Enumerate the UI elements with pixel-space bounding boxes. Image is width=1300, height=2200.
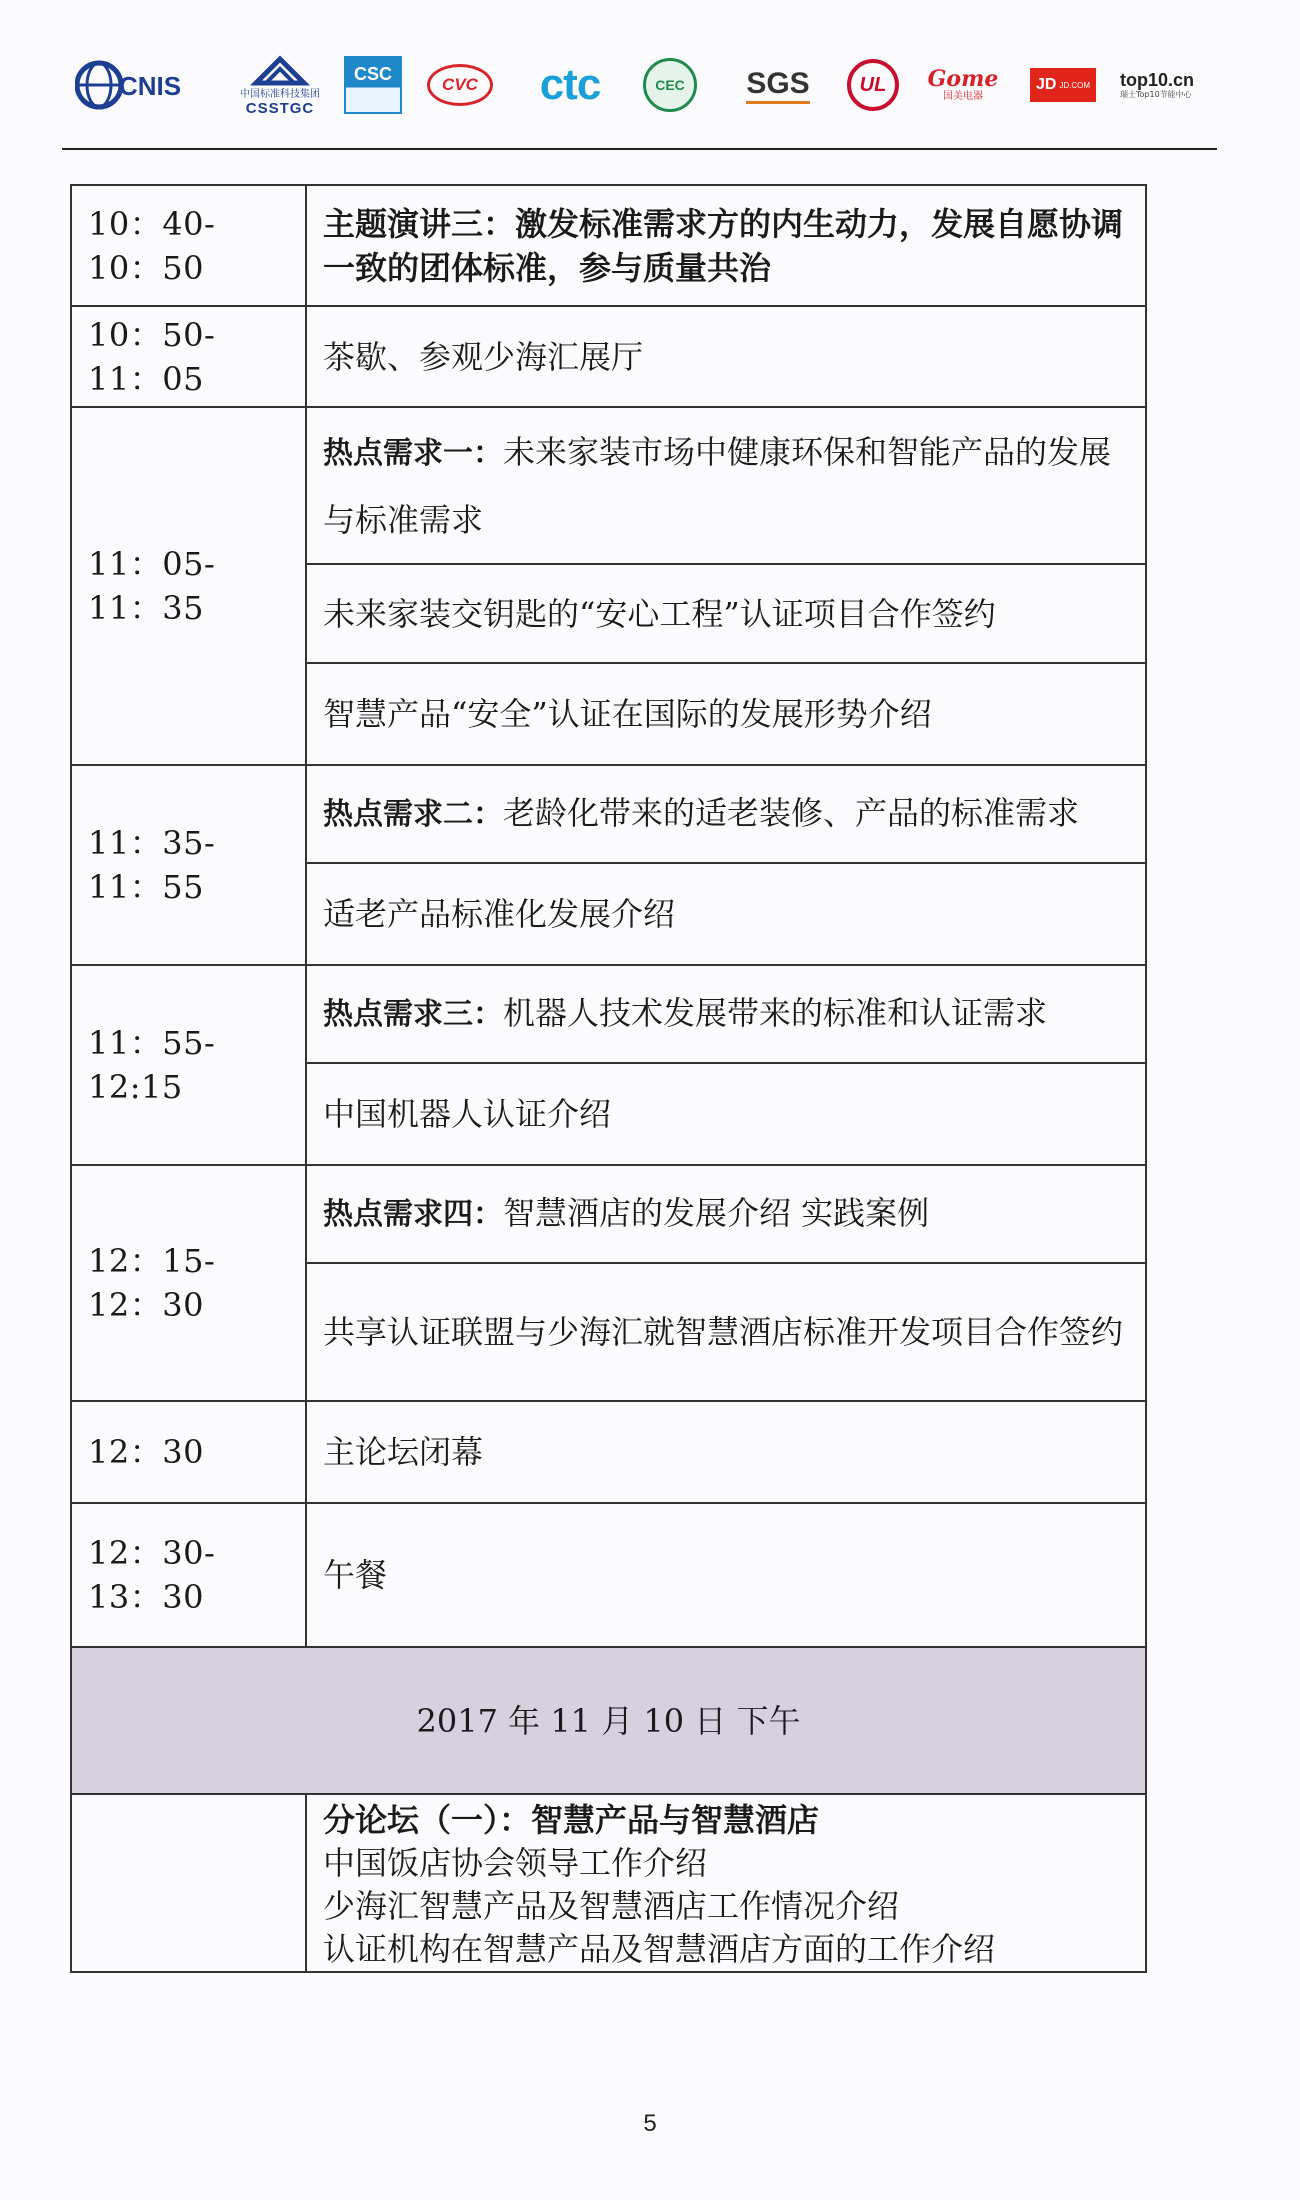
section-header-row [71,1647,1146,1794]
agenda-item: 茶歇、参观少海汇展厅 [306,306,1146,407]
sgs-logo: SGS [733,40,823,130]
page-number: 5 [643,2110,657,2137]
agenda-item: 未来家装交钥匙的“安心工程”认证项目合作签约 [306,564,1146,663]
time-cell [71,1794,306,1972]
hot-demand-label: 热点需求四： [323,1197,503,1232]
table-row [71,1165,1146,1263]
agenda-item: 热点需求三：机器人技术发展带来的标准和认证需求 [306,965,1146,1063]
gome-logo: Gome 国美电器 [927,66,999,102]
header-rule [62,148,1217,150]
agenda-item: 热点需求四：智慧酒店的发展介绍 实践案例 [306,1165,1146,1263]
cnis-logo [75,40,185,130]
time-cell: 11：55-12:15 [71,965,306,1165]
time-cell: 11：05-11：35 [71,407,306,765]
sub-forum-line: 认证机构在智慧产品及智慧酒店方面的工作介绍 [323,1930,996,1968]
agenda-item: 适老产品标准化发展介绍 [306,863,1146,965]
cnis-logo-text: CNIS [119,71,182,101]
agenda-item: 智慧产品“安全”认证在国际的发展形势介绍 [306,663,1146,765]
time-cell: 12：30-13：30 [71,1503,306,1647]
logo-bar [75,40,1205,130]
jd-logo: JD JD.COM [1025,40,1101,130]
table-row [71,1794,1146,1972]
agenda-item: 热点需求二：老龄化带来的适老装修、产品的标准需求 [306,765,1146,863]
sub-forum-cell [306,1794,1146,1972]
csstgc-logo: 中国标准科技集团 CSSTGC [220,40,340,130]
agenda-item: 中国机器人认证介绍 [306,1063,1146,1165]
agenda-item: 主题演讲三：激发标准需求方的内生动力，发展自愿协调一致的团体标准，参与质量共治 [306,185,1146,306]
agenda-item: 共享认证联盟与少海汇就智慧酒店标准开发项目合作签约 [306,1263,1146,1401]
ctc-logo: ctc [539,60,601,109]
sub-forum-line: 少海汇智慧产品及智慧酒店工作情况介绍 [323,1887,900,1925]
cec-logo: CEC [640,40,700,130]
table-row [71,1401,1146,1503]
table-row [71,306,1146,407]
cvc-logo: CVC [425,40,495,130]
ul-logo: UL [845,40,901,130]
table-row [71,1503,1146,1647]
time-cell: 12：30 [71,1401,306,1503]
agenda-item: 午餐 [306,1503,1146,1647]
top10-logo: top10.cn 瑞士Top10节能中心 [1120,70,1195,99]
agenda-table [70,184,1147,1973]
sub-forum-title: 分论坛（一）：智慧产品与智慧酒店 [323,1801,820,1839]
time-cell: 12：15-12：30 [71,1165,306,1401]
agenda-item: 热点需求一：未来家装市场中健康环保和智能产品的发展与标准需求 [306,407,1146,564]
time-cell: 10：50-11：05 [71,306,306,407]
sub-forum-line: 中国饭店协会领导工作介绍 [323,1844,708,1882]
table-row [71,765,1146,863]
time-cell: 10：40-10：50 [71,185,306,306]
hot-demand-label: 热点需求一： [323,435,503,471]
table-row [71,185,1146,306]
table-row [71,407,1146,564]
hot-demand-label: 热点需求二： [323,797,503,832]
hot-demand-label: 热点需求三： [323,997,503,1032]
time-cell: 11：35-11：55 [71,765,306,965]
table-row [71,965,1146,1063]
csc-logo: CSC [343,40,403,130]
agenda-item: 主论坛闭幕 [306,1401,1146,1503]
section-header: 2017 年 11 月 10 日 下午 [71,1647,1146,1794]
